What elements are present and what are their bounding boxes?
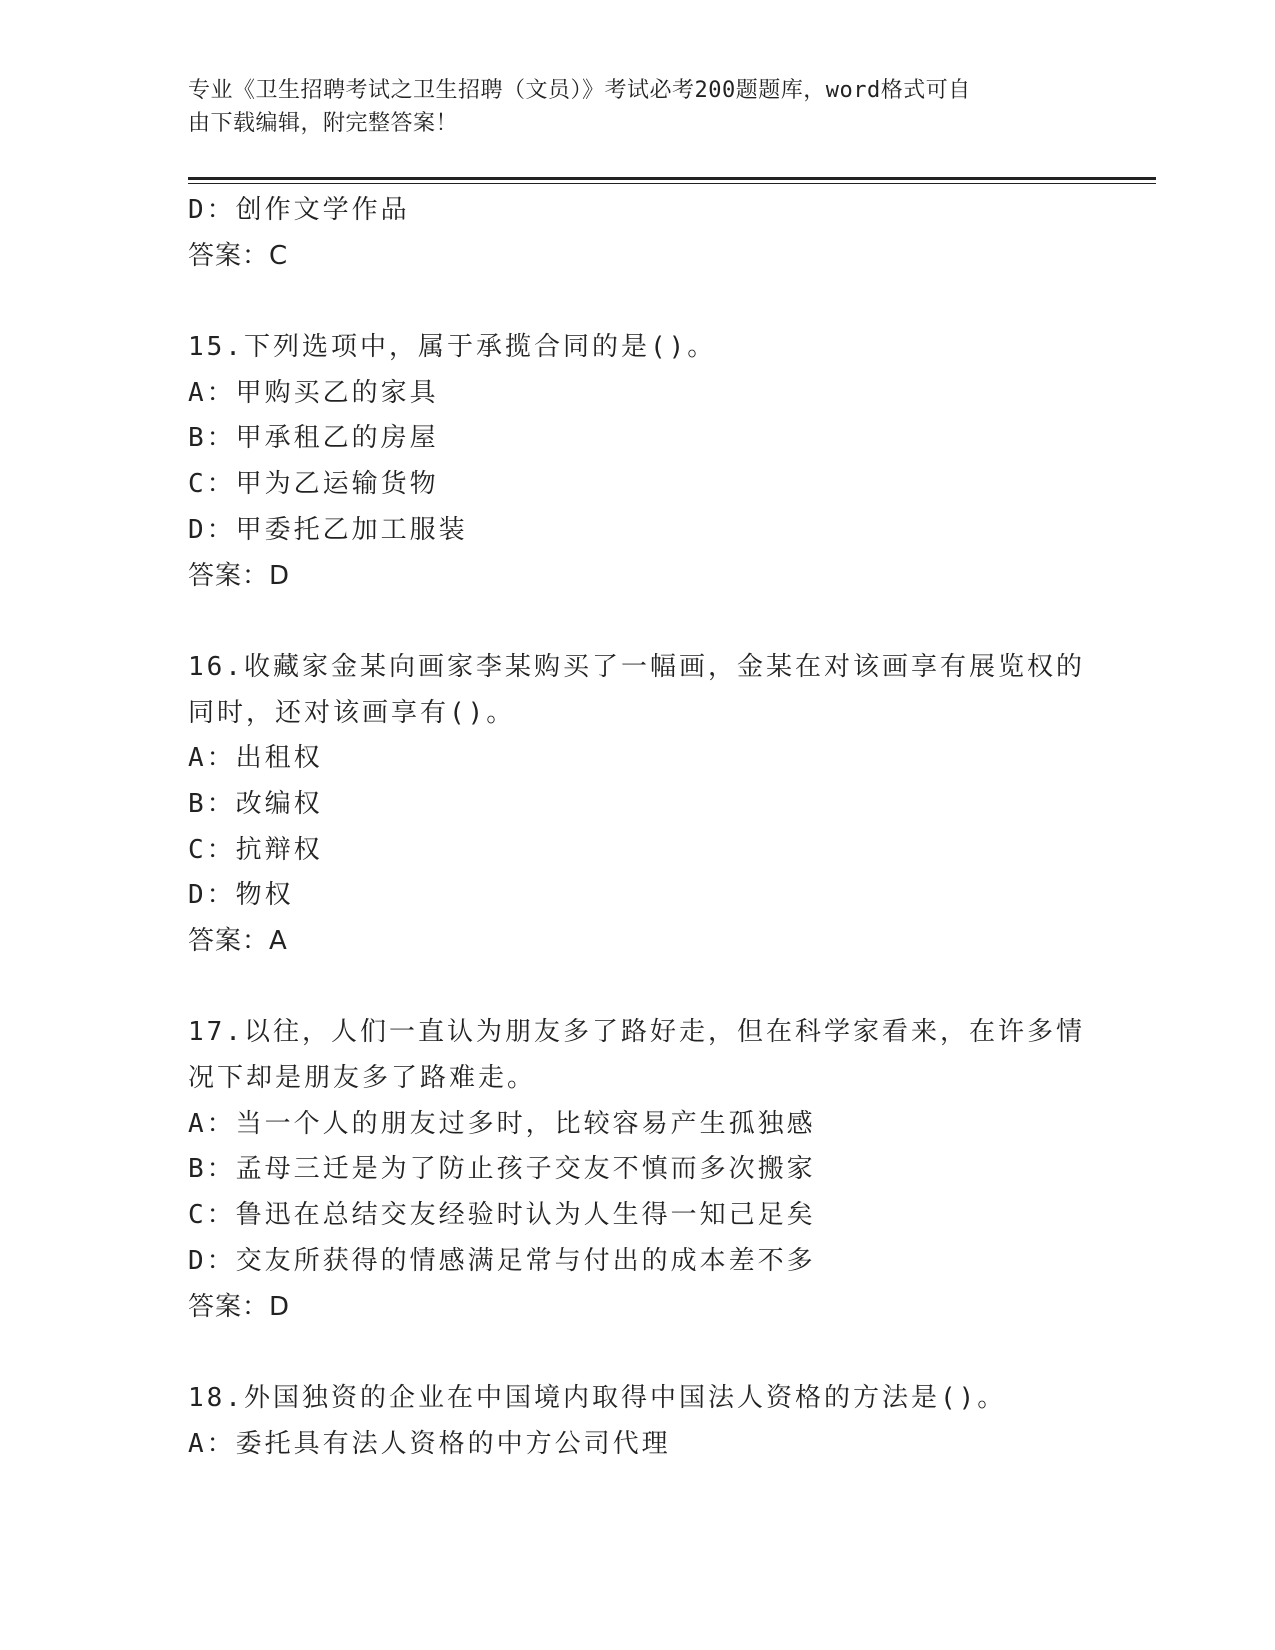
question-list	[188, 188, 1088, 1467]
question-stem: 18.外国独资的企业在中国境内取得中国法人资格的方法是()。	[188, 1382, 1007, 1413]
option-c: C：鲁迅在总结交友经验时认为人生得一知己足矣	[188, 1200, 816, 1231]
header-line-2: 由下载编辑，附完整答案！	[188, 111, 459, 136]
answer: 答案：A	[188, 926, 288, 956]
prev-answer: 答案：C	[188, 240, 289, 271]
option-d: D：物权	[188, 880, 294, 911]
question-stem: 17.以往，人们一直认为朋友多了路好走，但在科学家看来，在许多情	[188, 1017, 1085, 1048]
question-17	[188, 1010, 1088, 1330]
answer: 答案：D	[188, 1291, 291, 1322]
header-divider-thin	[188, 183, 1156, 184]
question-stem-cont: 同时，还对该画享有()。	[188, 697, 516, 728]
option-a: A：委托具有法人资格的中方公司代理	[188, 1428, 671, 1459]
question-16	[188, 645, 1088, 965]
option-a: A：当一个人的朋友过多时，比较容易产生孤独感	[188, 1108, 816, 1139]
option-b: B：甲承租乙的房屋	[188, 423, 439, 454]
option-b: B：改编权	[188, 788, 323, 819]
spacer	[188, 965, 1088, 1011]
option-c: C：抗辩权	[188, 834, 323, 865]
question-18	[188, 1376, 1088, 1467]
answer: 答案：D	[188, 560, 291, 591]
question-15	[188, 325, 1088, 599]
option-b: B：孟母三迁是为了防止孩子交友不慎而多次搬家	[188, 1154, 816, 1185]
option-c: C：甲为乙运输货物	[188, 469, 439, 500]
header-line-1: 专业《卫生招聘考试之卫生招聘（文员）》考试必考200题题库，word格式可自	[188, 78, 971, 103]
header-divider-thick	[188, 177, 1156, 180]
prev-option-d: D：创作文学作品	[188, 195, 410, 225]
question-stem: 16.收藏家金某向画家李某购买了一幅画，金某在对该画享有展览权的	[188, 651, 1085, 682]
spacer	[188, 1330, 1088, 1376]
option-a: A：出租权	[188, 743, 323, 774]
option-d: D：交友所获得的情感满足常与付出的成本差不多	[188, 1245, 816, 1276]
spacer	[188, 279, 1088, 325]
spacer	[188, 599, 1088, 645]
question-stem: 15.下列选项中，属于承揽合同的是()。	[188, 332, 717, 363]
document-header	[188, 74, 1068, 140]
option-a: A：甲购买乙的家具	[188, 377, 439, 408]
option-d: D：甲委托乙加工服装	[188, 514, 468, 545]
question-stem-cont: 况下却是朋友多了路难走。	[188, 1063, 537, 1094]
